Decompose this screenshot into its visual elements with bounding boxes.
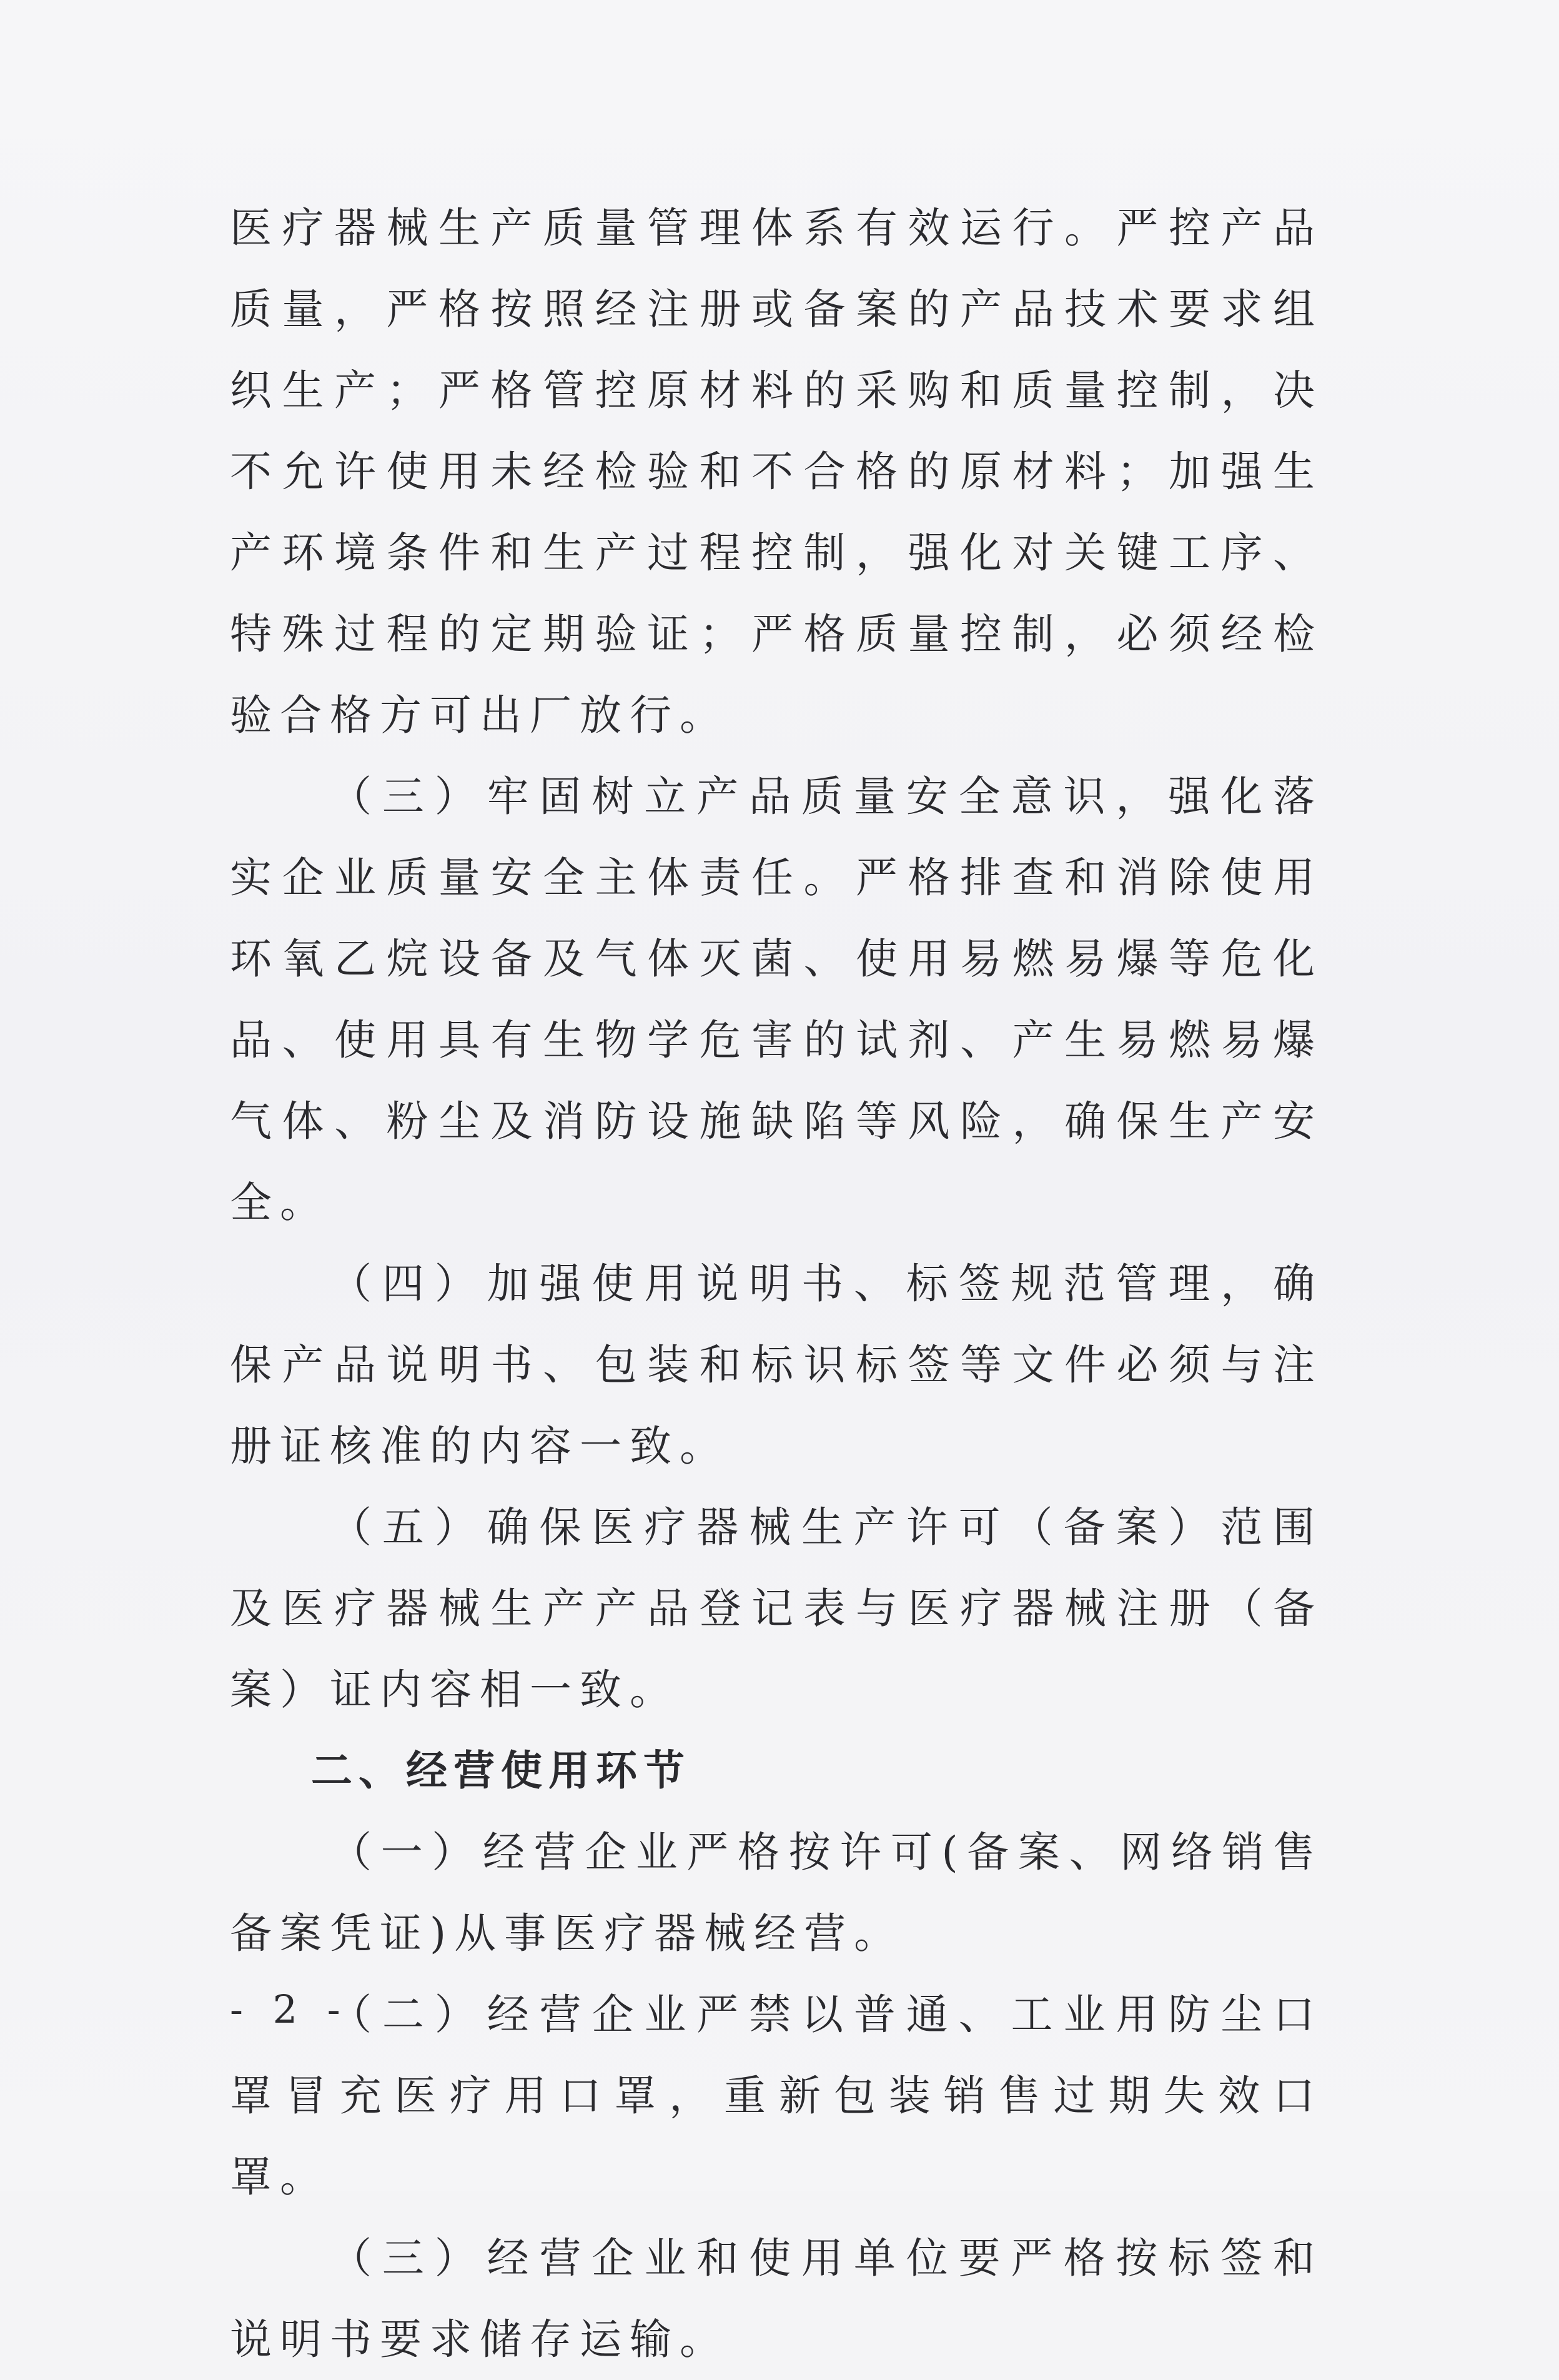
page-number: - 2 -	[230, 1986, 349, 2032]
paragraph-license-scope: （五）确保医疗器械生产许可（备案）范围及医疗器械生产产品登记表与医疗器械注册（备案）证内容相一致。	[230, 1503, 1323, 1714]
section-heading-operation-use: 二、经营使用环节	[311, 1747, 691, 1795]
paragraph-production-quality: 医疗器械生产质量管理体系有效运行。严控产品质量，严格按照经注册或备案的产品技术要求组织生产；严格管控原材料的采购和质量控制，决不允许使用未经检验和不合格的原材料；加强生产环境条件和生产过程控制，强化对关键工序、特殊过程的定期验证；严格质量控制，必须经检验合格方可出厂放行。	[230, 204, 1323, 740]
paragraph-mask-prohibition: （二）经营企业严禁以普通、工业用防尘口罩冒充医疗用口罩，重新包装销售过期失效口罩。	[230, 1990, 1323, 2201]
paragraph-business-license: （一）经营企业严格按许可(备案、网络销售备案凭证)从事医疗器械经营。	[230, 1828, 1323, 1958]
paragraph-safety-awareness: （三）牢固树立产品质量安全意识，强化落实企业质量安全主体责任。严格排查和消除使用环氧乙烷设备及气体灭菌、使用易燃易爆等危化品、使用具有生物学危害的试剂、产生易燃易爆气体、粉尘及消防设施缺陷等风险，确保生产安全。	[230, 772, 1323, 1227]
paragraph-label-management: （四）加强使用说明书、标签规范管理，确保产品说明书、包装和标识标签等文件必须与注册证核准的内容一致。	[230, 1259, 1323, 1470]
document-body	[230, 187, 1323, 2380]
paragraph-storage-transport: （三）经营企业和使用单位要严格按标签和说明书要求储存运输。	[230, 2234, 1323, 2364]
